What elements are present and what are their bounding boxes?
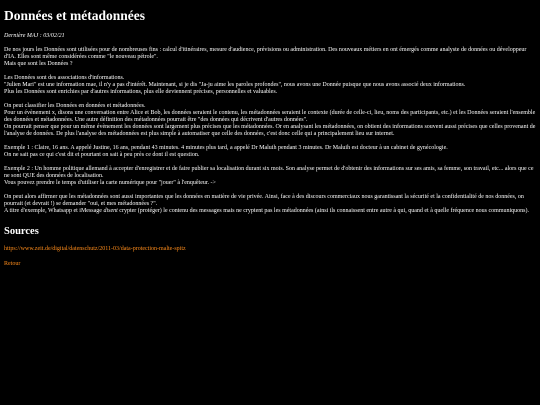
paragraph-line: Les Données sont des associations d'informations. [4,75,125,81]
sources-heading: Sources [4,226,39,237]
paragraph-line: Exemple 1 : Claire, 16 ans. A appelé Justine, 16 ans, pendant 43 minutes. 4 minutes plus tard, a appelé Dr Maluih pendant 3 minutes. Dr Maluih est docteur à un cabinet de gynécologie. [4,145,448,151]
text-run: A titre d'exemple, Whatsapp et iMessage [4,208,104,214]
paragraph-line: Exemple 2 : Un homme politique allemand à accepter d'enregistrer et de faire publier sa localisation durant six mois. Son analyse permet de d'obtenir des informations sur ses amis, sa femme, son travail, etc... alors que ce ne sont QUE des données de localisation. [4,166,534,179]
paragraph-line: On peut classifier les Données en données et métadonnées. [4,103,146,109]
paragraph-example-2 [4,166,537,187]
paragraph-definition [4,75,537,96]
page-title: Données et métadonnées [4,8,145,23]
paragraph-line: On peut alors affirmer que les métadonnées sont aussi importantes que les données en matière de vie privée. Ainsi, face à des discours commerciaux nous garantissant la sécurité et la confidentialité de nos données, on pourrait (et devrait !) se demander "oui, et mes métadonnées ?". [4,194,524,207]
paragraph-line: Vous pouvez prendre le temps d'utiliser la carte numérique pour "jouer" à l'enquêteur. -> [4,180,216,186]
paragraph-line: De nos jours les Données sont utilisées pour de nombreuses fins : calcul d'itinéraires, mesure d'audience, prévisions ou administration. Des nouveaux métiers en ont émergés comme analyste de données ou développeur d'IA. Elles sont même considérées comme "le nouveau pétrole". [4,47,527,60]
text-run: crypter (protéger) le contenu des messages mais ne cryptent pas les métadonnées (ainsi ils connaissent entre autre à qui, quand et à quelle fréquence nous communiquons). [117,208,529,214]
paragraph-line: On pourrait penser que pour un même évènement les données sont largement plus précises que les métadonnées. Or en analysant les métadonnées, on obtient des informations souvent aussi précises que celles provenant de l'analyse de données. De plus l'analyse des métadonnées est plus simple à automatiser que celle des données, c'est donc celle qui a principalement lieu sur internet. [4,124,536,137]
emphasis-text: disent [103,208,118,214]
paragraph-line: Pour un évènement x, disons une conversation entre Alice et Bob, les données seraient le contenu, les métadonnées seraient le contexte (durée de celle-ci, lieu, noms des participants, etc.) et les Données seraient l'ensemble des données et métadonnées. Une autre définition des métadonnées pourrait être "des données qui décrivent d'autres données". [4,110,536,123]
source-link[interactable]: https://www.zeit.de/digital/datenschutz/2011-03/data-protection-malte-spitz [4,246,186,252]
paragraph-example-1 [4,145,537,159]
paragraph-intro [4,47,537,68]
paragraph-line: Plus les Données sont enrichies par d'autres informations, plus elle deviennent précises, personnelles et valuables. [4,89,278,95]
paragraph-line: "Julien Mari" est une information mae, il n'y a pas d'intérêt. Maintenant, si je dis "Ja-ju aime les paroles profondes", nous avons une Donnée puisque que nous avons associé deux informations. [4,82,466,88]
paragraph-line: Mais que sont les Données ? [4,61,73,67]
back-link[interactable]: Retour [4,261,21,267]
paragraph-line [4,208,537,215]
paragraph-conclusion [4,194,537,215]
last-update-date: Dernière MAJ : 03/02/21 [4,33,65,39]
paragraph-classification [4,103,537,138]
paragraph-line: On ne sait pas ce qui c'est dit et pourtant on sait à peu près ce dont il est question. [4,152,200,158]
